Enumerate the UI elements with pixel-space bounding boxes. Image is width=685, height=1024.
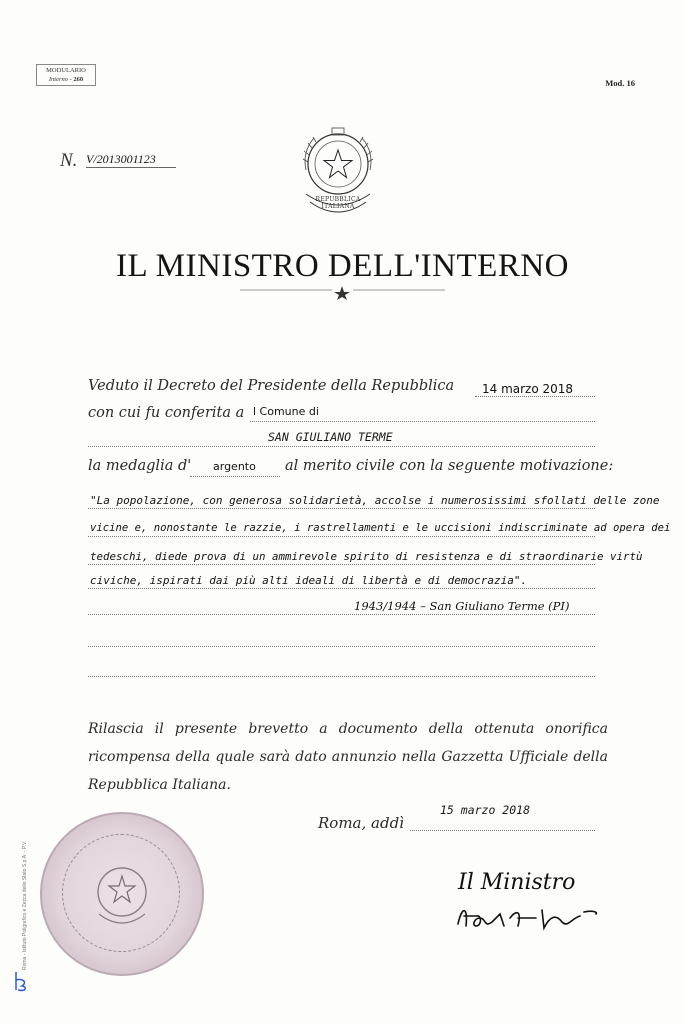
medaglia-label: la medaglia d' [88, 458, 192, 474]
modulario-box: MODULARIO Interno - 260 [36, 64, 96, 86]
printer-text: Roma - Istituto Poligrafico e Zecca dello Stato S.p.A. - P.V. [22, 840, 28, 970]
modulario-number: 260 [73, 76, 84, 83]
motivazione-line: tedeschi, diede prova di un ammirevole spirito di resistenza e di straordinarie virtù [90, 550, 643, 563]
signature-icon [452, 900, 602, 932]
modulario-label: MODULARIO [46, 67, 86, 74]
recipient-line2: SAN GIULIANO TERME [268, 430, 393, 444]
motivazione-line: "La popolazione, con generosa solidarietà, accolse i numerosissimi sfollati delle zone [90, 494, 660, 507]
motivazione-line: vicine e, nonostante le razzie, i rastrellamenti e le uccisioni indiscriminate ad opera dei [90, 522, 671, 534]
signatory-label: Il Ministro [458, 870, 576, 895]
ink-mark-icon [12, 970, 32, 994]
issue-date: 15 marzo 2018 [440, 803, 531, 817]
reg-prefix: N. [60, 150, 78, 171]
mod-number: Mod. 16 [605, 78, 635, 88]
place-date: 1943/1944 – San Giuliano Terme (PI) [354, 599, 570, 613]
rilascia-paragraph: Rilascia il presente brevetto a documento della ottenuta onorifica ricompensa della quale sarà dato annunzio nella Gazzetta Ufficiale della Repubblica Italiana. [88, 721, 608, 793]
modulario-interno: Interno [48, 76, 68, 83]
conferita-label: con cui fu conferita a [88, 405, 245, 421]
merito-label: al merito civile con la seguente motivazione: [285, 458, 614, 474]
registration-number: V/2013001123 [86, 152, 176, 168]
medal-type: argento [213, 460, 256, 473]
stamp-emblem-icon [87, 854, 157, 934]
veduto-label: Veduto il Decreto del Presidente della Repubblica [88, 378, 455, 394]
title-ornament-icon [240, 284, 445, 300]
decree-date: 14 marzo 2018 [482, 382, 574, 396]
page-title: IL MINISTRO DELL'INTERNO [116, 248, 569, 284]
roma-label: Roma, addì [318, 814, 404, 832]
emblem-text: REPUBBLICA ITALIANA [315, 196, 361, 210]
recipient-line1: l Comune di [253, 405, 319, 418]
official-stamp [40, 812, 204, 976]
printer-credit [22, 790, 32, 970]
motivazione-line: civiche, ispirati dai più alti ideali di libertà e di democrazia". [90, 574, 528, 587]
